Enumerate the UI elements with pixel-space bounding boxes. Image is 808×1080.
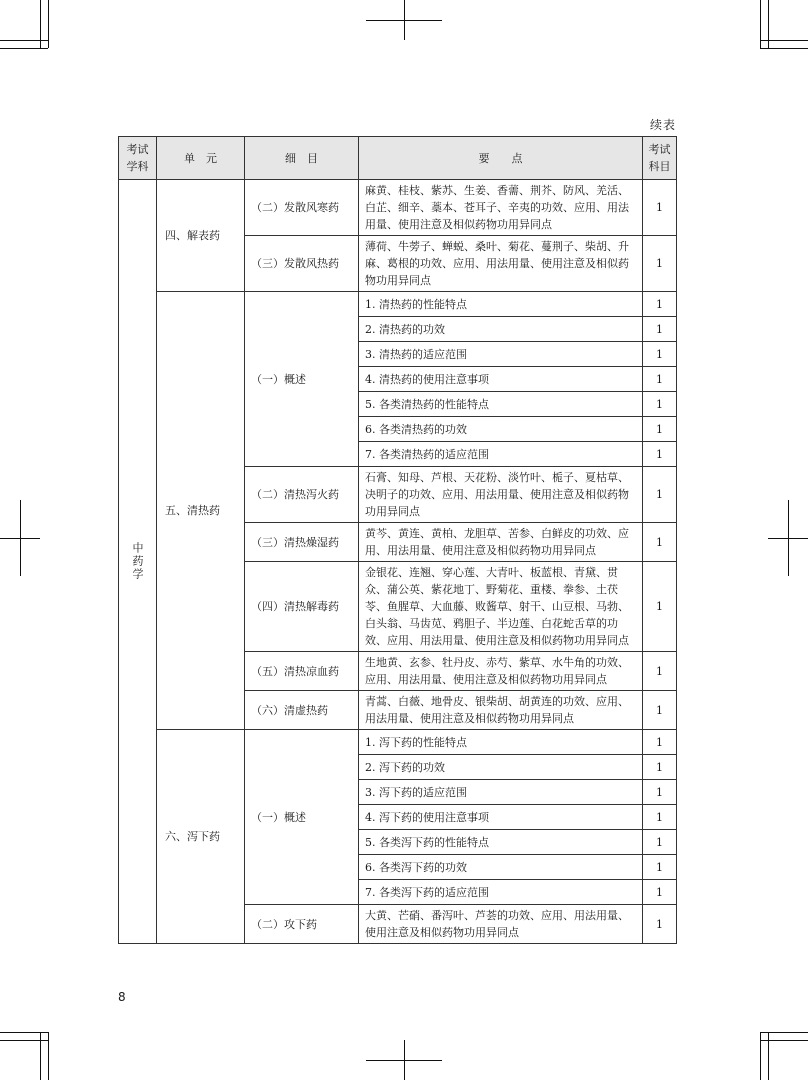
crop-mark — [48, 1032, 49, 1080]
level-cell: 1 — [643, 755, 677, 780]
header-level: 考试 科目 — [643, 137, 677, 180]
unit-cell: 六、泻下药 — [157, 730, 245, 944]
points-cell: 金银花、连翘、穿心莲、大青叶、板蓝根、青黛、贯众、蒲公英、紫花地丁、野菊花、重楼、拳参、土茯苓、鱼腥草、大血藤、败酱草、射干、山豆根、马勃、白头翁、马齿苋、鸦胆子、半边莲、白花蛇舌草的功效、应用、用法用量、使用注意及相似药物功用异同点 — [359, 562, 643, 652]
points-cell: 5. 各类清热药的性能特点 — [359, 392, 643, 417]
points-cell: 6. 各类泻下药的功效 — [359, 855, 643, 880]
points-cell: 7. 各类泻下药的适应范围 — [359, 880, 643, 905]
level-cell: 1 — [643, 417, 677, 442]
detail-cell: （六）清虚热药 — [245, 691, 359, 730]
level-cell: 1 — [643, 236, 677, 292]
detail-cell: （三）清热燥湿药 — [245, 523, 359, 562]
crop-mark — [0, 1040, 48, 1041]
points-cell: 2. 泻下药的功效 — [359, 755, 643, 780]
level-cell: 1 — [643, 292, 677, 317]
points-cell: 石膏、知母、芦根、天花粉、淡竹叶、栀子、夏枯草、决明子的功效、应用、用法用量、使用注意及相似药物功用异同点 — [359, 467, 643, 523]
crop-mark — [0, 48, 48, 49]
points-cell: 1. 泻下药的性能特点 — [359, 730, 643, 755]
level-cell: 1 — [643, 652, 677, 691]
crop-mark — [48, 0, 49, 48]
crop-mark — [366, 20, 442, 21]
page-number: 8 — [118, 990, 126, 1004]
level-cell: 1 — [643, 691, 677, 730]
header-detail: 细 目 — [245, 137, 359, 180]
level-cell: 1 — [643, 467, 677, 523]
unit-cell: 五、清热药 — [157, 292, 245, 730]
detail-cell: （一）概述 — [245, 292, 359, 467]
subject-cell: 中药学 — [119, 180, 157, 944]
header-points: 要 点 — [359, 137, 643, 180]
crop-mark — [760, 40, 808, 41]
detail-cell: （一）概述 — [245, 730, 359, 905]
points-cell: 3. 清热药的适应范围 — [359, 342, 643, 367]
level-cell: 1 — [643, 905, 677, 944]
detail-cell: （二）攻下药 — [245, 905, 359, 944]
crop-mark — [768, 538, 808, 539]
points-cell: 2. 清热药的功效 — [359, 317, 643, 342]
crop-mark — [760, 1032, 808, 1033]
header-subject: 考试 学科 — [119, 137, 157, 180]
points-cell: 7. 各类清热药的适应范围 — [359, 442, 643, 467]
table-header-row — [119, 137, 677, 180]
level-cell: 1 — [643, 523, 677, 562]
points-cell: 青蒿、白薇、地骨皮、银柴胡、胡黄连的功效、应用、用法用量、使用注意及相似药物功用异同点 — [359, 691, 643, 730]
detail-cell: （四）清热解毒药 — [245, 562, 359, 652]
points-cell: 3. 泻下药的适应范围 — [359, 780, 643, 805]
points-cell: 4. 清热药的使用注意事项 — [359, 367, 643, 392]
level-cell: 1 — [643, 392, 677, 417]
level-cell: 1 — [643, 880, 677, 905]
level-cell: 1 — [643, 855, 677, 880]
level-cell: 1 — [643, 367, 677, 392]
level-cell: 1 — [643, 730, 677, 755]
crop-mark — [0, 1032, 48, 1033]
level-cell: 1 — [643, 342, 677, 367]
points-cell: 4. 泻下药的使用注意事项 — [359, 805, 643, 830]
points-cell: 1. 清热药的性能特点 — [359, 292, 643, 317]
points-cell: 薄荷、牛蒡子、蝉蜕、桑叶、菊花、蔓荆子、柴胡、升麻、葛根的功效、应用、用法用量、使用注意及相似药物功用异同点 — [359, 236, 643, 292]
level-cell: 1 — [643, 780, 677, 805]
level-cell: 1 — [643, 805, 677, 830]
crop-mark — [0, 40, 48, 41]
crop-mark — [0, 538, 40, 539]
detail-cell: （三）发散风热药 — [245, 236, 359, 292]
crop-mark — [366, 1060, 442, 1061]
points-cell: 黄芩、黄连、黄柏、龙胆草、苦参、白鲜皮的功效、应用、用法用量、使用注意及相似药物功用异同点 — [359, 523, 643, 562]
continued-label: 续表 — [649, 118, 676, 132]
table-row — [119, 180, 677, 236]
level-cell: 1 — [643, 442, 677, 467]
unit-cell: 四、解表药 — [157, 180, 245, 292]
points-cell: 5. 各类泻下药的性能特点 — [359, 830, 643, 855]
detail-cell: （二）发散风寒药 — [245, 180, 359, 236]
crop-mark — [760, 1040, 808, 1041]
table-row — [119, 730, 677, 755]
level-cell: 1 — [643, 562, 677, 652]
crop-mark — [760, 48, 808, 49]
detail-cell: （二）清热泻火药 — [245, 467, 359, 523]
detail-cell: （五）清热凉血药 — [245, 652, 359, 691]
points-cell: 大黄、芒硝、番泻叶、芦荟的功效、应用、用法用量、使用注意及相似药物功用异同点 — [359, 905, 643, 944]
syllabus-table — [118, 136, 677, 944]
level-cell: 1 — [643, 317, 677, 342]
points-cell: 生地黄、玄参、牡丹皮、赤芍、紫草、水牛角的功效、应用、用法用量、使用注意及相似药物功用异同点 — [359, 652, 643, 691]
table-row — [119, 292, 677, 317]
points-cell: 麻黄、桂枝、紫苏、生姜、香薷、荆芥、防风、羌活、白芷、细辛、藁本、苍耳子、辛夷的功效、应用、用法用量、使用注意及相似药物功用异同点 — [359, 180, 643, 236]
header-unit: 单 元 — [157, 137, 245, 180]
level-cell: 1 — [643, 180, 677, 236]
points-cell: 6. 各类清热药的功效 — [359, 417, 643, 442]
level-cell: 1 — [643, 830, 677, 855]
